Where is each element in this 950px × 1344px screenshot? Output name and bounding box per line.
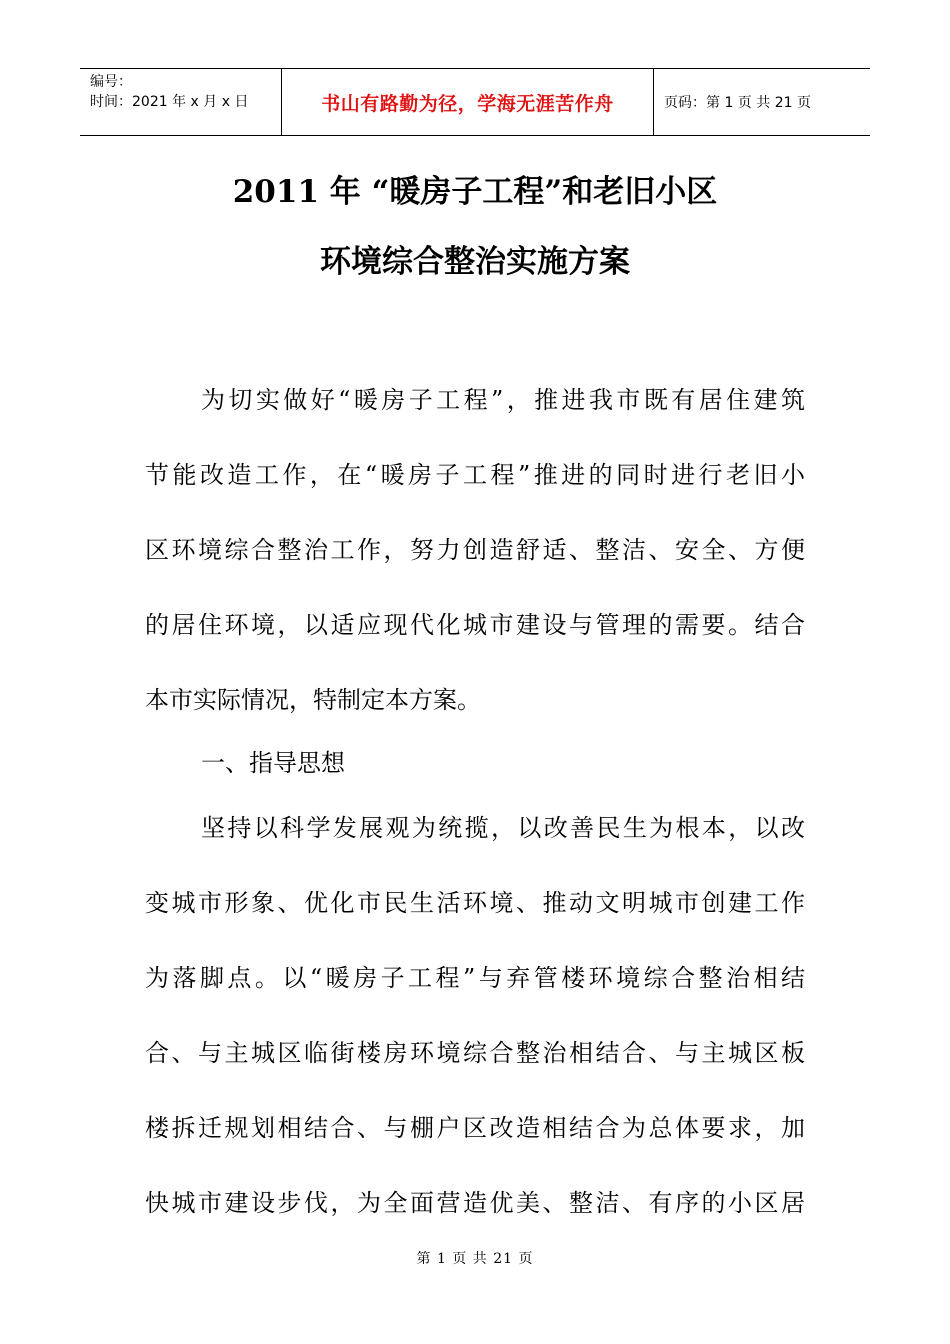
body-line: 节能改造工作，在“暖房子工程”推进的同时进行老旧小: [145, 461, 805, 489]
date-label: 时间：2021 年 x 月 x 日: [90, 94, 249, 110]
document-title-line1: 2011 年 “暖房子工程”和老旧小区: [232, 174, 718, 210]
document-title-line2: 环境综合整治实施方案: [320, 244, 630, 280]
body-line: 快城市建设步伐，为全面营造优美、整洁、有序的小区居: [145, 1189, 805, 1217]
body-line: 区环境综合整治工作，努力创造舒适、整洁、安全、方便: [145, 536, 805, 564]
body-line: 的居住环境，以适应现代化城市建设与管理的需要。结合: [145, 611, 805, 639]
page-footer: 第 1 页 共 21 页: [416, 1251, 534, 1267]
body-line: 为切实做好“暖房子工程”，推进我市既有居住建筑: [201, 386, 805, 414]
body-line: 合、与主城区临街楼房环境综合整治相结合、与主城区板: [145, 1039, 805, 1067]
body-line: 变城市形象、优化市民生活环境、推动文明城市创建工作: [145, 889, 805, 917]
body-line: 本市实际情况，特制定本方案。: [145, 686, 481, 714]
header-meta: [80, 69, 281, 135]
page-header: [80, 68, 870, 136]
section-heading: 一、指导思想: [201, 749, 345, 777]
body-line: 楼拆迁规划相结合、与棚户区改造相结合为总体要求，加: [145, 1114, 805, 1142]
body-line: 坚持以科学发展观为统揽，以改善民生为根本，以改: [201, 814, 805, 842]
number-label: 编号：: [90, 74, 132, 90]
body-line: 为落脚点。以“暖房子工程”与弃管楼环境综合整治相结: [145, 964, 805, 992]
header-page-info: 页码：第 1 页 共 21 页: [664, 95, 811, 111]
header-motto: 书山有路勤为径，学海无涯苦作舟: [281, 69, 654, 135]
